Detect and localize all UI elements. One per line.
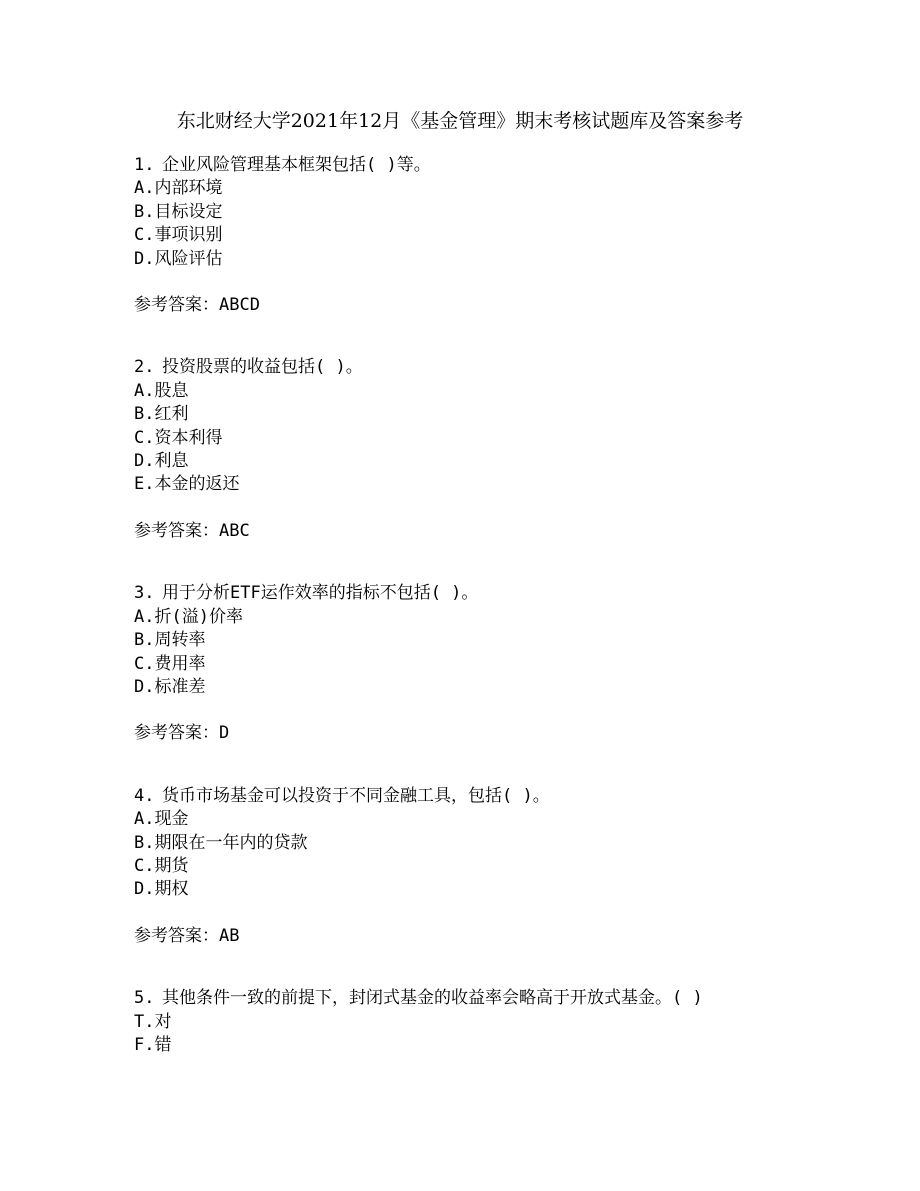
option-false: F.错	[134, 1034, 172, 1055]
question-stem	[134, 582, 834, 605]
question-text: 货币市场基金可以投资于不同金融工具，包括( )。	[162, 785, 550, 806]
option-a: A.内部环境	[134, 178, 223, 199]
answer-label: 参考答案：	[134, 925, 219, 946]
question-number: 5.	[134, 988, 155, 1009]
option-e: E.本金的返还	[134, 474, 240, 495]
option-b: B.周转率	[134, 630, 206, 651]
question-number: 1.	[134, 155, 155, 175]
option-d: D.期权	[134, 879, 189, 900]
option-b: B.红利	[134, 404, 189, 425]
option-b: B.目标设定	[134, 201, 223, 222]
question-stem	[134, 987, 834, 1010]
question-text: 企业风险管理基本框架包括( )等。	[162, 155, 431, 175]
option-c: C.事项识别	[134, 225, 223, 246]
question-list	[134, 154, 834, 1096]
page-title: 东北财经大学2021年12月《基金管理》期末考核试题库及答案参考	[176, 110, 744, 132]
option-c: C.费用率	[134, 653, 206, 674]
question-number: 2.	[134, 357, 155, 378]
question-number: 3.	[134, 583, 155, 604]
answer-value: D	[219, 723, 230, 744]
question-stem	[134, 785, 834, 808]
option-d: D.标准差	[134, 676, 206, 697]
question-stem	[134, 356, 834, 379]
question-text: 其他条件一致的前提下，封闭式基金的收益率会略高于开放式基金。( )	[162, 988, 703, 1009]
option-c: C.资本利得	[134, 427, 223, 448]
answer-value: AB	[219, 925, 240, 946]
question-stem	[134, 154, 834, 177]
answer-label: 参考答案：	[134, 520, 219, 541]
option-a: A.现金	[134, 809, 189, 830]
option-a: A.折(溢)价率	[134, 606, 243, 627]
answer-label: 参考答案：	[134, 295, 219, 316]
question-3	[134, 582, 834, 745]
question-text: 投资股票的收益包括( )。	[162, 357, 363, 378]
reference-answer	[134, 722, 834, 745]
option-b: B.期限在一年内的贷款	[134, 832, 308, 853]
question-2	[134, 356, 834, 543]
question-number: 4.	[134, 785, 155, 806]
option-true: T.对	[134, 1011, 172, 1032]
option-d: D.利息	[134, 451, 189, 472]
answer-value: ABC	[219, 520, 250, 541]
option-a: A.股息	[134, 380, 189, 401]
question-text: 用于分析ETF运作效率的指标不包括( )。	[162, 583, 479, 604]
reference-answer	[134, 294, 834, 317]
answer-value: ABCD	[219, 295, 260, 316]
reference-answer	[134, 925, 834, 948]
option-d: D.风险评估	[134, 248, 223, 269]
answer-label: 参考答案：	[134, 723, 219, 744]
option-c: C.期货	[134, 855, 189, 876]
reference-answer	[134, 520, 834, 543]
question-5	[134, 987, 834, 1057]
question-1	[134, 154, 834, 317]
question-4	[134, 785, 834, 948]
